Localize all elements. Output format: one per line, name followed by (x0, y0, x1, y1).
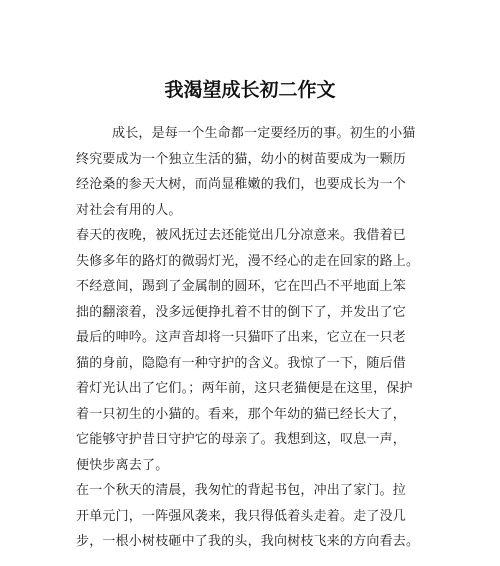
text-line: 它能够守护昔日守护它的母亲了。我想到这，叹息一声， (76, 432, 407, 447)
text-line: 步，一根小树枝砸中了我的头，我向树枝飞来的方向看去。 (76, 534, 420, 549)
page-title: 我渴望成长初二作文 (164, 79, 336, 101)
text-line: 春天的夜晚，被风抚过去还能觉出几分凉意来。我借着已 (76, 228, 407, 243)
text-line: 着灯光认出了它们。；两年前，这只老猫便是在这里，保护 (76, 381, 413, 396)
text-line: 着一只初生的小猫的。看来，那个年幼的猫已经长大了， (76, 406, 407, 422)
text-line: 不经意间，踢到了金属制的圆环，它在凹凸不平地面上笨 (76, 279, 407, 294)
essay-body (76, 121, 432, 555)
text-line: 终究要成为一个独立生活的猫，幼小的树苗要成为一颗历 (76, 151, 407, 167)
text-line: 成长，是每一个生命都一定要经历的事。初生的小猫 (112, 126, 416, 141)
text-line: 经沧桑的参天大树，而尚显稚嫩的我们，也要成长为一个 (76, 177, 407, 192)
text-line: 失修多年的路灯的微弱灯光，漫不经心的走在回家的路上。 (76, 253, 420, 269)
text-line: 对社会有用的人。 (76, 202, 182, 218)
text-line: 最后的呻吟。这声音却将一只猫吓了出来，它立在一只老 (76, 330, 407, 345)
text-line: 拙的翻滚着，没多远便挣扎着不甘的倒下了，并发出了它 (76, 304, 407, 320)
text-line: 开单元门，一阵强风袭来，我只得低着头走着。走了没几 (76, 508, 407, 524)
text-line: 猫的身前，隐隐有一种守护的含义。我惊了一下，随后借 (76, 355, 407, 371)
text-line: 便快步离去了。 (76, 457, 169, 473)
text-line: 在一个秋天的清晨，我匆忙的背起书包，冲出了家门。拉 (76, 483, 407, 498)
